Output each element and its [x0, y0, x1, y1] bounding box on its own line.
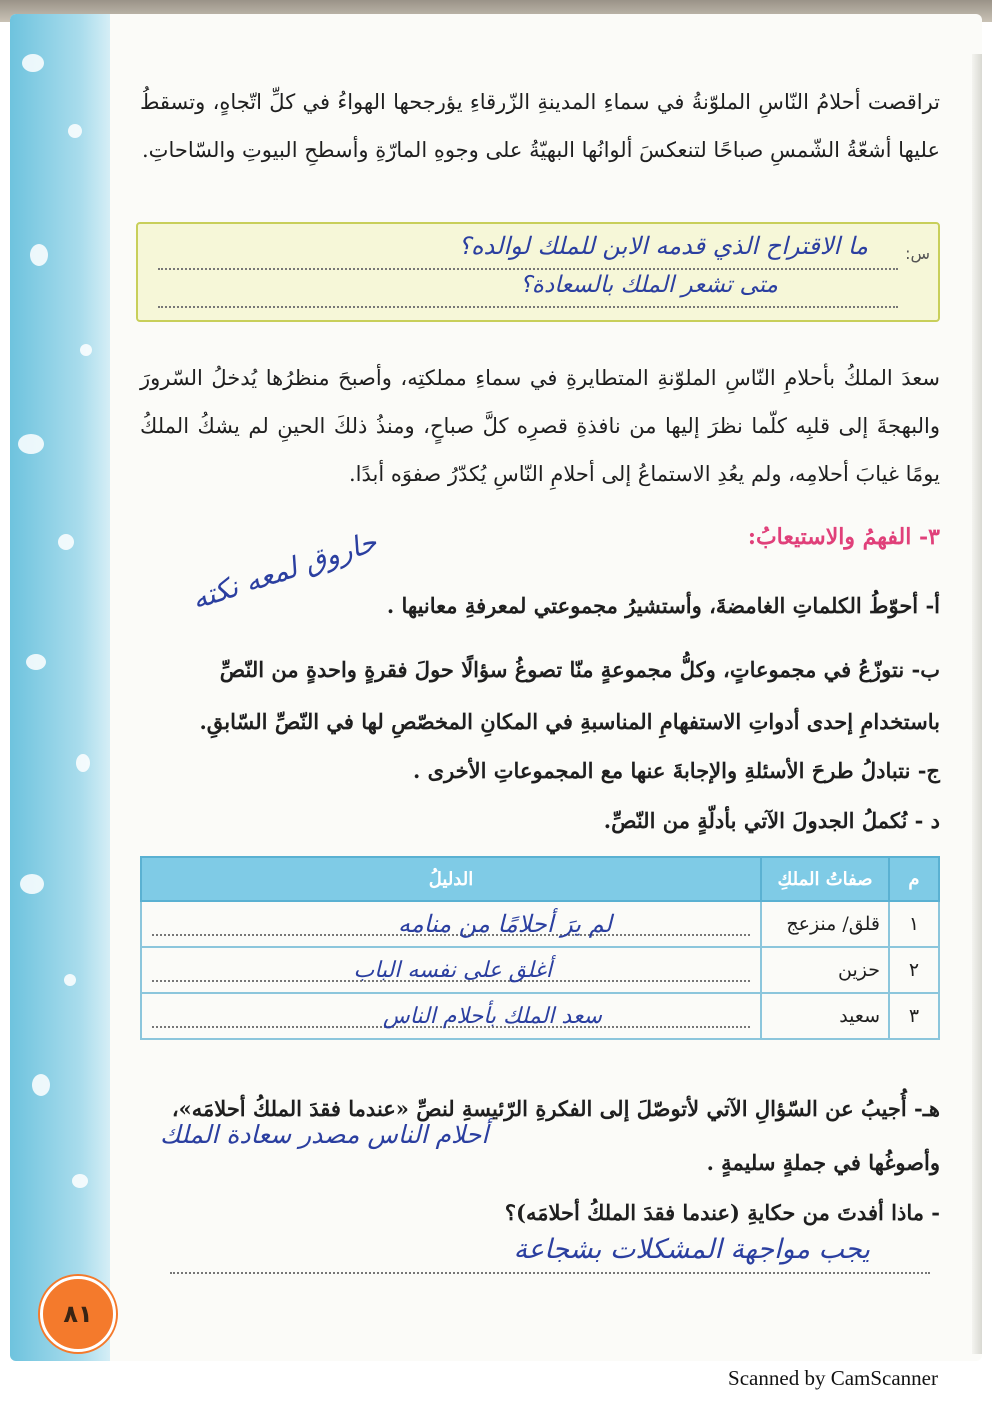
page-curl-edge [972, 54, 982, 1354]
row-trait: حزين [761, 947, 889, 993]
handwritten-evidence: لم يرَ أحلامًا من منامه [398, 910, 612, 938]
row-evidence-cell [141, 901, 761, 947]
handwritten-main-idea: أحلام الناس مصدر سعادة الملك [160, 1120, 489, 1149]
decorative-dot [72, 1174, 88, 1188]
answer-dotted-line [170, 1272, 930, 1274]
answer-dotted-line [158, 268, 898, 270]
row-evidence-cell [141, 993, 761, 1039]
task-b: ب- نتوزّعُ في مجموعاتٍ، وكلُّ مجموعةٍ منّا تصوغُ سؤالًا حولَ فقرةٍ واحدةٍ من النّصِّ باستخدامِ إحدى أدواتِ الاستفهامِ المناسبةِ في المكانِ المخصّصِ لها في النّصِّ السّابقِ. [199, 657, 940, 734]
handwritten-question-1: ما الاقتراح الذي قدمه الابن للملك لوالده؟ [458, 232, 868, 260]
section-heading: ٣- الفهمُ والاستيعابُ: [747, 524, 940, 550]
decorative-dot [76, 754, 90, 772]
answer-dotted-line [158, 306, 898, 308]
row-trait: سعيد [761, 993, 889, 1039]
decorative-dot [26, 654, 46, 670]
decorative-dot [22, 54, 44, 72]
page-number-badge: ٨١ [40, 1276, 116, 1352]
row-trait: قلق/ منزعج [761, 901, 889, 947]
header-evidence: الدليلُ [141, 857, 761, 901]
handwritten-evidence: أغلق على نفسه الباب [353, 957, 552, 983]
row-evidence-cell [141, 947, 761, 993]
handwritten-lesson-answer: يجب مواجهة المشكلات بشجاعة [513, 1234, 870, 1265]
workbook-page [10, 14, 982, 1361]
handwritten-vocabulary-notes: حاروق لمعه نكته [187, 525, 381, 616]
decorative-dot [80, 344, 92, 356]
decorative-dot [30, 244, 48, 266]
table-header-row [141, 857, 939, 901]
question-lesson-learned: - ماذا أفدتَ من حكايةِ (عندما فقدَ الملكُ أحلامَه)؟ [504, 1200, 940, 1225]
table-row [141, 947, 939, 993]
row-num: ٢ [889, 947, 939, 993]
question-label: س: [905, 244, 930, 263]
decorative-dot [64, 974, 76, 986]
scanner-watermark: Scanned by CamScanner [728, 1366, 938, 1390]
decorative-dot [20, 874, 44, 894]
question-box [136, 222, 940, 322]
row-num: ١ [889, 901, 939, 947]
task-d: د - نُكملُ الجدولَ الآتي بأدلّةٍ من النّصِّ. [603, 808, 940, 833]
header-num: م [889, 857, 939, 901]
header-trait: صفاتُ الملكِ [761, 857, 889, 901]
decorative-dot [18, 434, 44, 454]
story-paragraph-1: تراقصت أحلامُ النّاسِ الملوّنةُ في سماءِ المدينةِ الزّرقاءِ يؤرجحها الهواءُ في كلِّ اتّجاهٍ، وتسقطُ عليها أشعّةُ الشّمسِ صباحًا لتنعكسَ ألوانُها البهيّةُ على وجوهِ المارّةِ وأسطحِ البيوتِ والسّاحاتِ. [140, 90, 940, 162]
task-c: ج- نتبادلُ طرحَ الأسئلةِ والإجابةَ عنها مع المجموعاتِ الأخرى . [413, 758, 940, 783]
row-num: ٣ [889, 993, 939, 1039]
decorative-dot [68, 124, 82, 138]
handwritten-evidence: سعد الملك بأحلام الناس [382, 1003, 602, 1029]
decorative-dot [32, 1074, 50, 1096]
task-e: هـ- أُجيبُ عن السّؤالِ الآتي لأتوصّلَ إلى الفكرةِ الرّئيسةِ لنصِّ «عندما فقدَ الملكُ أحلامَه»، وأصوغُها في جملةٍ سليمةٍ . [171, 1096, 940, 1175]
king-traits-table [140, 856, 940, 1040]
table-row [141, 993, 939, 1039]
page-content [120, 14, 940, 1361]
decorative-side-strip [10, 14, 110, 1361]
decorative-dot [58, 534, 74, 550]
story-paragraph-2: سعدَ الملكُ بأحلامِ النّاسِ الملوّنةِ المتطايرةِ في سماءِ مملكتِه، وأصبحَ منظرُها يُدخلُ السّرورَ والبهجةَ إلى قلبِه كلّما نظرَ إليها من نافذةِ قصرِه كلَّ صباحٍ، ومنذُ ذلكَ الحينِ لم يشكُ الملكُ يومًا غيابَ أحلامِه، ولم يعُدِ الاستماعُ إلى أحلامِ النّاسِ يُكدّرُ صفوَه أبدًا. [140, 366, 940, 486]
table-row [141, 901, 939, 947]
handwritten-question-2: متى تشعر الملك بالسعادة؟ [519, 272, 778, 298]
task-a: أ- أحوّطُ الكلماتِ الغامضةَ، وأستشيرُ مجموعتي لمعرفةِ معانيها . [386, 593, 940, 618]
